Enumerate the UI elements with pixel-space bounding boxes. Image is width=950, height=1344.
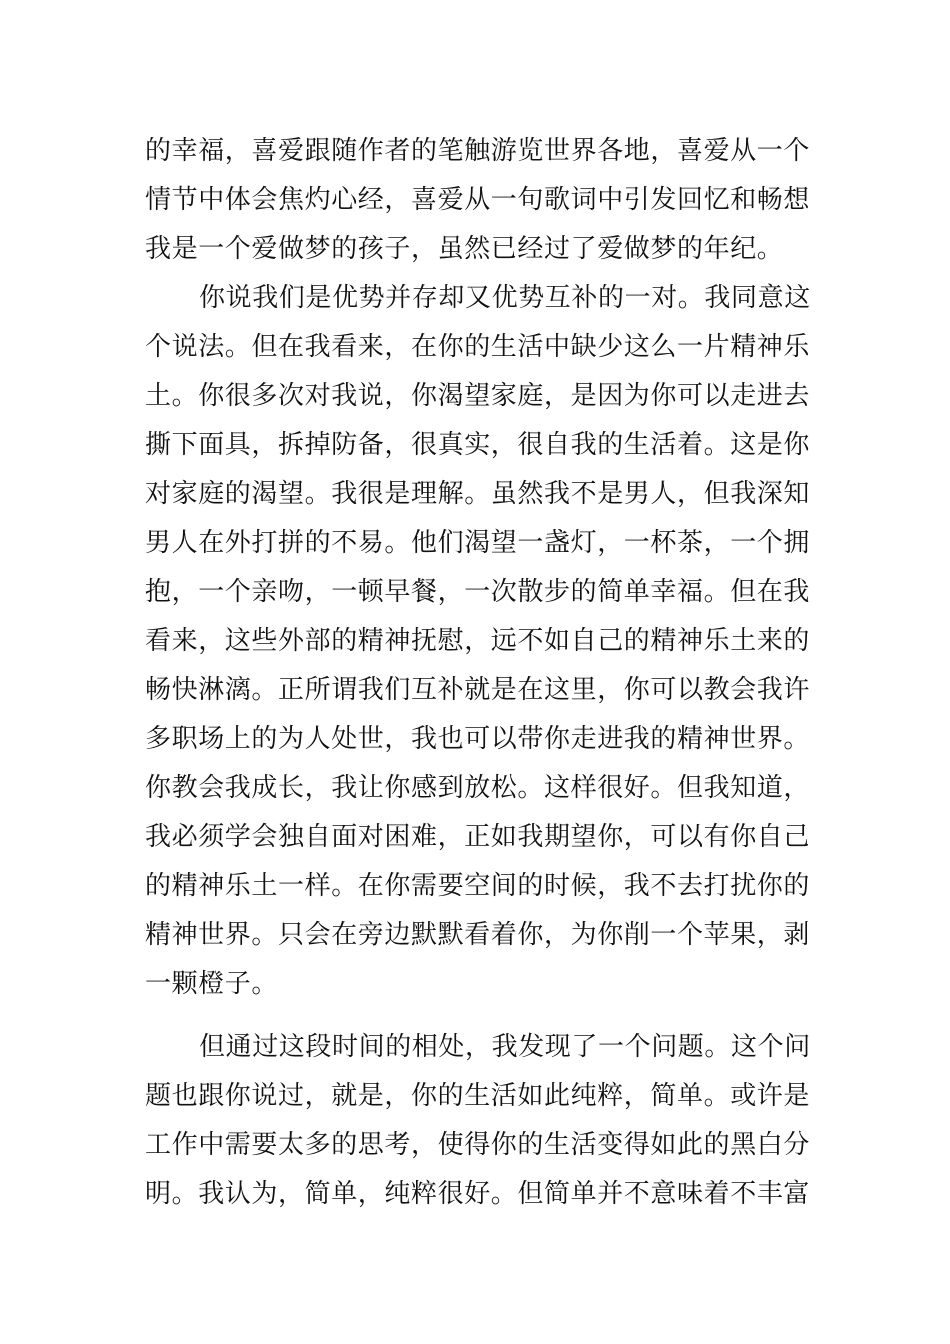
text-line: 你说我们是优势并存却又优势互补的一对。我同意这 bbox=[199, 283, 811, 313]
text-line: 情节中体会焦灼心经，喜爱从一句歌词中引发回忆和畅想 bbox=[145, 185, 811, 215]
text-line: 但通过这段时间的相处，我发现了一个问题。这个问 bbox=[199, 1032, 811, 1062]
text-line: 精神世界。只会在旁边默默看着你，为你削一个苹果，剥 bbox=[145, 920, 811, 950]
text-line: 明。我认为，简单，纯粹很好。但简单并不意味着不丰富 bbox=[145, 1179, 811, 1209]
text-line: 工作中需要太多的思考，使得你的生活变得如此的黑白分 bbox=[145, 1130, 811, 1160]
text-line: 一颗橙子。 bbox=[145, 969, 279, 999]
text-line: 我是一个爱做梦的孩子，虽然已经过了爱做梦的年纪。 bbox=[145, 234, 784, 264]
text-line: 畅快淋漓。正所谓我们互补就是在这里，你可以教会我许 bbox=[145, 675, 811, 705]
text-line: 的精神乐土一样。在你需要空间的时候，我不去打扰你的 bbox=[145, 871, 811, 901]
text-line: 个说法。但在我看来，在你的生活中缺少这么一片精神乐 bbox=[145, 332, 811, 362]
text-line: 对家庭的渴望。我很是理解。虽然我不是男人，但我深知 bbox=[145, 479, 811, 509]
text-line: 土。你很多次对我说，你渴望家庭，是因为你可以走进去 bbox=[145, 381, 811, 411]
text-line: 你教会我成长，我让你感到放松。这样很好。但我知道， bbox=[145, 773, 811, 803]
text-line: 题也跟你说过，就是，你的生活如此纯粹，简单。或许是 bbox=[145, 1081, 811, 1111]
text-line: 多职场上的为人处世，我也可以带你走进我的精神世界。 bbox=[145, 724, 811, 754]
text-line: 抱，一个亲吻，一顿早餐，一次散步的简单幸福。但在我 bbox=[145, 577, 811, 607]
text-line: 看来，这些外部的精神抚慰，远不如自己的精神乐土来的 bbox=[145, 626, 811, 656]
text-line: 的幸福，喜爱跟随作者的笔触游览世界各地，喜爱从一个 bbox=[145, 136, 811, 166]
text-line: 撕下面具，拆掉防备，很真实，很自我的生活着。这是你 bbox=[145, 430, 811, 460]
text-line: 男人在外打拼的不易。他们渴望一盏灯，一杯茶，一个拥 bbox=[145, 528, 811, 558]
text-line: 我必须学会独自面对困难，正如我期望你，可以有你自己 bbox=[145, 822, 811, 852]
